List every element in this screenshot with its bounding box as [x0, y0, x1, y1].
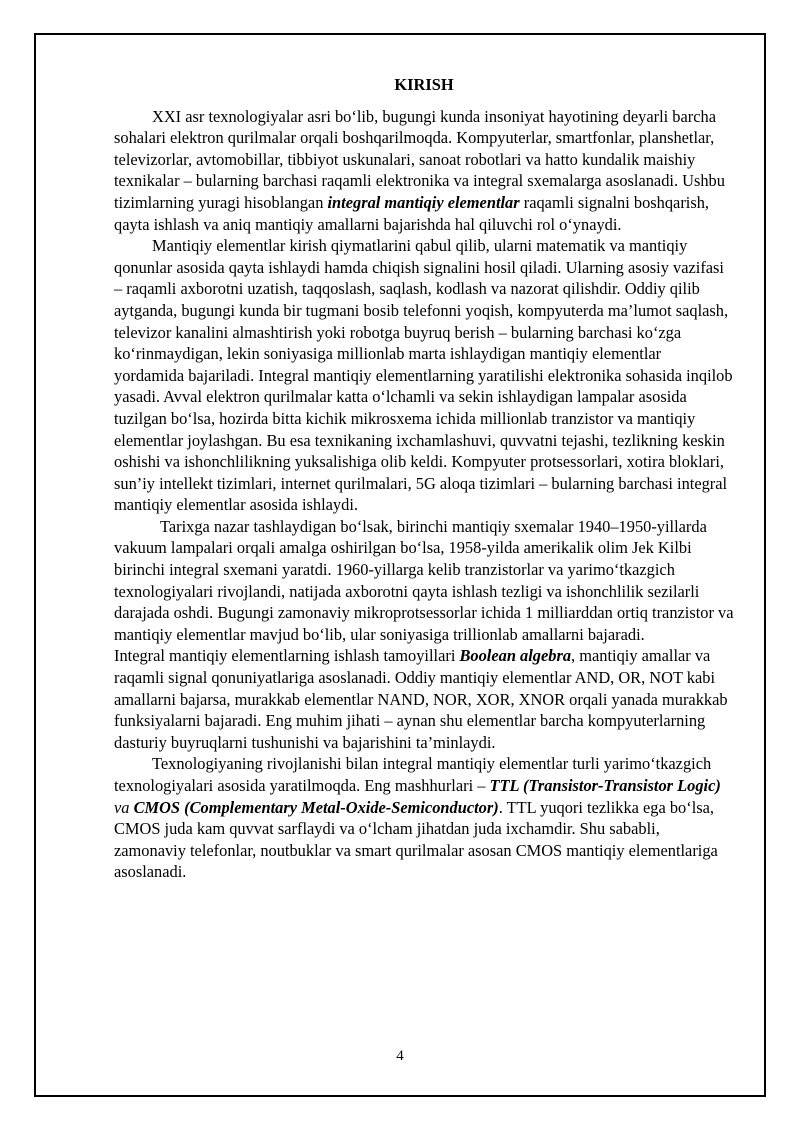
page-number: 4: [396, 1048, 404, 1064]
paragraph-4-text-a: Integral mantiqiy elementlarning ishlash tamoyillari: [114, 646, 460, 666]
paragraph-1: [114, 106, 734, 236]
paragraph-5-emphasis-ttl: TTL (Transistor-Transistor Logic): [489, 776, 721, 795]
document-body: [114, 74, 734, 883]
paragraph-5-text-e: . TTL yuqori tezlikka ega bo‘lsa, CMOS juda kam quvvat sarflaydi va o‘lcham jihatdan juda ixchamdir. Shu sababli, zamonaviy telefonlar, noutbuklar va smart qurilmalar asosan CMOS mantiqiy elementlariga asoslanadi.: [114, 797, 718, 882]
paragraph-1-text-a: XXI asr texnologiyalar asri bo‘lib, bugungi kunda insoniyat hayotining deyarli barcha sohalari elektron qurilmalar orqali boshqarilmoqda. Kompyuterlar, smartfonlar, planshetlar, televizorlar, avtomobillar, tibbiyot uskunalari, sanoat robotlari va hatto kundalik maishiy texnikalar – bularning barchasi raqamli elektronika va integral sxemalarga asoslanadi. Ushbu tizimlarning yuragi hisoblangan: [114, 106, 725, 212]
paragraph-5: [114, 753, 734, 883]
paragraph-3: Tarixga nazar tashlaydigan bo‘lsak, birinchi mantiqiy sxemalar 1940–1950-yillarda vakuum lampalari orqali amalga oshirilgan bo‘lsa, 1958-yilda amerikalik olim Jek Kilbi birinchi integral sxemani yaratdi. 1960-yillarga kelib tranzistorlar va yarimo‘tkazgich texnologiyalari rivojlandi, natijada axborotni qayta ishlash tezligi va ishonchlilik sezilarli darajada oshdi. Bugungi zamonaviy mikroprotsessorlar ichida 1 milliarddan ortiq tranzistor va mantiqiy elementlar mavjud bo‘lib, ular soniyasiga trillionlab amallarni bajaradi.: [114, 516, 734, 644]
paragraph-4: [114, 645, 734, 753]
paragraph-1-emphasis: integral mantiqiy elementlar: [327, 192, 520, 212]
section-title: KIRISH: [394, 75, 454, 94]
paragraph-4-emphasis: Boolean algebra: [459, 646, 572, 666]
paragraph-5-text-a: Texnologiyaning rivojlanishi bilan integral mantiqiy elementlar turli yarimo‘tkazgich texnologiyalari asosida yaratilmoqda. Eng mashhurlari –: [114, 754, 712, 795]
paragraph-5-connector: va: [114, 797, 134, 817]
paragraph-5-emphasis-cmos: CMOS (Complementary Metal-Oxide-Semiconductor): [133, 797, 499, 817]
paragraph-4-text-c: , mantiqiy amallar va raqamli signal qonuniyatlariga asoslanadi. Oddiy mantiqiy elementlar AND, OR, NOT kabi amallarni bajarsa, murakkab elementlar NAND, NOR, XOR, XNOR orqali yanada murakkab funksiyalarni bajaradi. Eng muhim jihati – aynan shu elementlar barcha kompyuterlarning dasturiy buyruqlarni tushunishi va bajarishini ta’minlaydi.: [114, 646, 728, 752]
paragraph-2: Mantiqiy elementlar kirish qiymatlarini qabul qilib, ularni matematik va mantiqiy qonunlar asosida qayta ishlaydi hamda chiqish signalini hosil qiladi. Ularning asosiy vazifasi – raqamli axborotni uzatish, taqqoslash, saqlash, kodlash va nazorat qilishdir. Oddiy qilib aytganda, bugungi kunda bir tugmani bosib telefonni yoqish, kompyuterda ma’lumot saqlash, televizor kanalini almashtirish yoki robotga buyruq berish – bularning barchasi ko‘zga ko‘rinmaydigan, lekin soniyasiga millionlab marta ishlaydigan mantiqiy elementlar yordamida bajariladi. Integral mantiqiy elementlarning yaratilishi elektronika sohasida inqilob yasadi. Avval elektron qurilmalar katta o‘lchamli va sekin ishlaydigan lampalar asosida tuzilgan bo‘lsa, hozirda bitta kichik mikrosxema ichida millionlab tranzistor va mantiqiy elementlar joylashgan. Bu esa texnikaning ixchamlashuvi, quvvatni tejashi, tezlikning keskin oshishi va ishonchlilikning yuksalishiga olib keldi. Kompyuter protsessorlari, xotira bloklari, sun’iy intellekt tizimlari, internet qurilmalari, 5G aloqa tizimlari – bularning barchasi integral mantiqiy elementlar asosida ishlaydi.: [114, 236, 733, 515]
paragraph-1-text-c: raqamli signalni boshqarish, qayta ishlash va aniq mantiqiy amallarni bajarishda hal qiluvchi rol o‘ynaydi.: [114, 192, 710, 234]
